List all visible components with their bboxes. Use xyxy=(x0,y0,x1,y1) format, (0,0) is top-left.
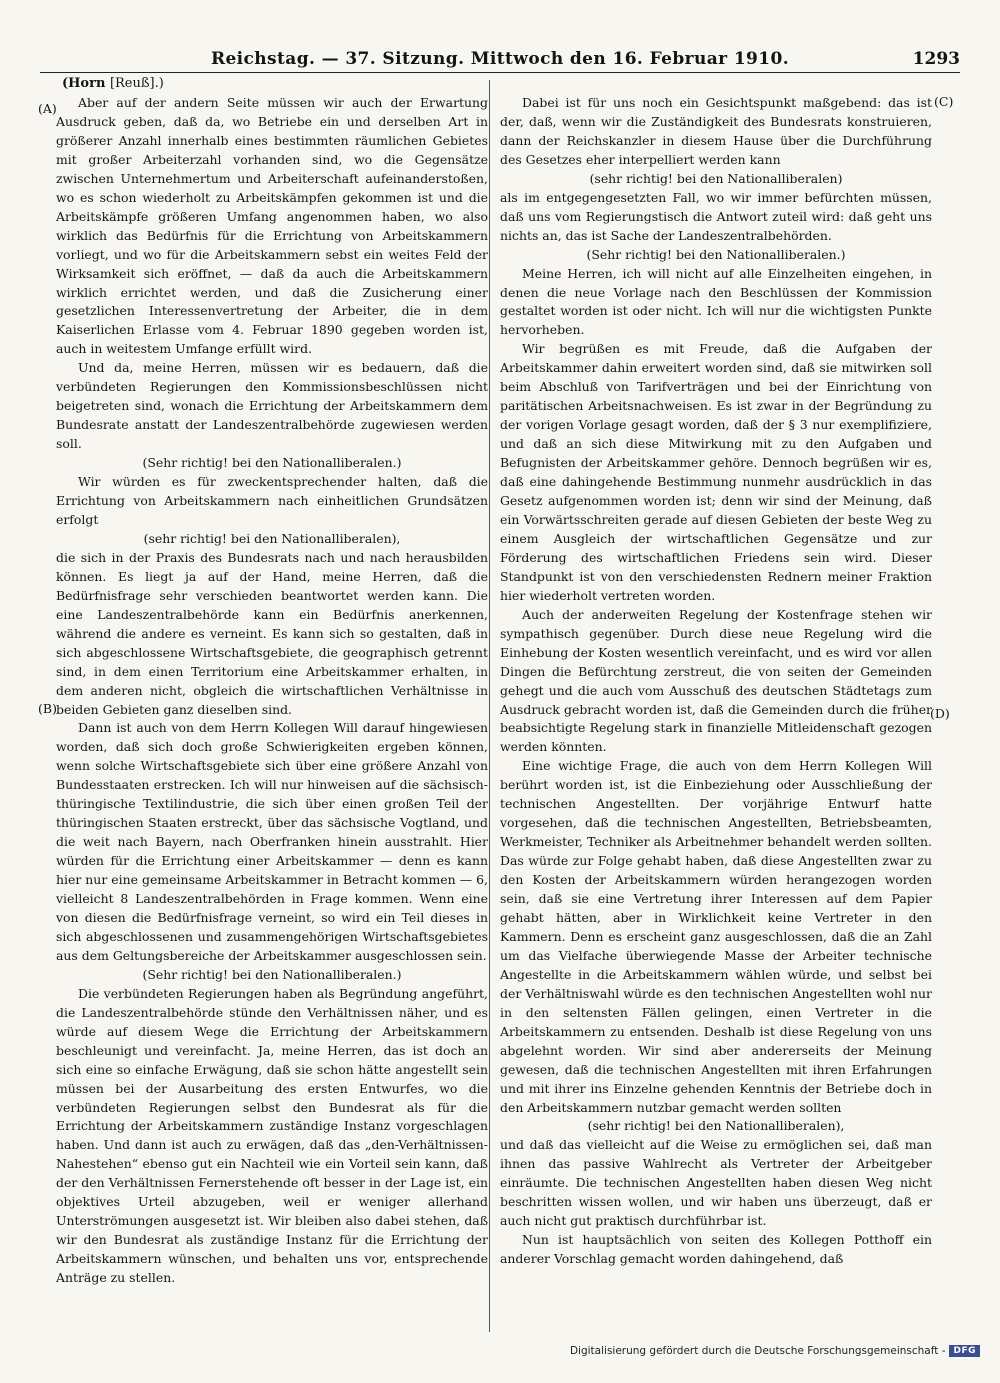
digitization-credit xyxy=(570,1345,980,1357)
paragraph: Dabei ist für uns noch ein Gesichtspunkt maßgebend: das ist der, daß, wenn wir die Zuständigkeit des Bundesrats konstruieren, dann der Reichskanzler in diesem Hause über die Durchführung des Gesetzes eher interpelliert werden kann xyxy=(500,95,932,167)
speaker-name: (Horn xyxy=(62,76,106,91)
paragraph: als im entgegengesetzten Fall, wo wir immer befürchten müssen, daß uns vom Regierungstisch die Antwort zuteil wird: daß geht uns nichts an, das ist Sache der Landeszentralbehörden. xyxy=(500,189,932,243)
margin-marker-c: (C) xyxy=(934,94,954,109)
paragraph: und daß das vielleicht auf die Weise zu ermöglichen sei, daß man ihnen das passive Wahlrecht als Vertreter der Arbeitgeber einräumte. Die technischen Angestellten haben diesen Weg nicht beschritten wissen wollen, und wir haben uns überzeugt, daß er auch nicht gut praktisch durchführbar ist. xyxy=(500,1137,932,1229)
paragraph: Meine Herren, ich will nicht auf alle Einzelheiten eingehen, in denen die neue Vorlage nach den Beschlüssen der Kommission gestaltet worden ist oder nicht. Ich will nur die wichtigsten Punkte hervorheben. xyxy=(500,265,932,338)
right-column xyxy=(500,94,932,1269)
speaker-label xyxy=(62,76,164,91)
page-number: 1293 xyxy=(912,49,960,69)
speaker-party: [Reuß].) xyxy=(109,76,164,91)
paragraph: Wir würden es für zweckentsprechender halten, daß die Errichtung von Arbeitskammern nach einheitlichen Grundsätzen erfolgt xyxy=(56,474,488,527)
interjection: (sehr richtig! bei den Nationalliberalen), xyxy=(143,530,401,546)
dfg-logo: DFG xyxy=(949,1345,980,1357)
footer-text: Digitalisierung gefördert durch die Deutsche Forschungsgemeinschaft - xyxy=(569,1345,946,1357)
paragraph: Eine wichtige Frage, die auch von dem Herrn Kollegen Will berührt worden ist, ist die Einbeziehung oder Ausschließung der technischen Angestellten. Der vorjährige Entwurf hatte vorgesehen, daß die technischen Angestellten, Betriebsbeamten, Werkmeister, Techniker als Arbeitnehmer behandelt werden sollten. Das würde zur Folge gehabt haben, daß diese Angestellten zwar zu den Kosten der Arbeitskammern würden herangezogen worden sein, daß sie eine Vertretung ihrer Interessen auf dem Papier gehabt hätten, aber in Wirklichkeit keine Vertreter in den Kammern. Denn es erscheint ganz ausgeschlossen, daß die an Zahl um das Vielfache überwiegende Masse der Arbeiter technische Angestellte in die Arbeitskammern wählen würde, und selbst bei der Verhältniswahl würde es den technischen Angestellten wohl nur in den seltensten Fällen gelingen, einen Vertreter in die Arbeitskammern zu entsenden. Deshalb ist diese Regelung von uns abgelehnt worden. Wir sind aber andererseits der Meinung gewesen, daß die technischen Angestellten mit ihren Erfahrungen und mit ihrer ins Einzelne gehenden Kenntnis der Betriebe doch in den Arbeitskammern nutzbar gemacht werden sollten xyxy=(500,758,932,1115)
header-title: Reichstag. — 37. Sitzung. Mittwoch den 16. Februar 1910. xyxy=(210,49,790,69)
page-header xyxy=(40,46,960,73)
paragraph: Und da, meine Herren, müssen wir es bedauern, daß die verbündeten Regierungen den Kommissionsbeschlüssen nicht beigetreten sind, wonach die Errichtung der Arbeitskammern dem Bundesrate anstatt der Landeszentralbehörde zugewiesen werden soll. xyxy=(56,360,488,452)
margin-marker-d: (D) xyxy=(930,706,950,721)
paragraph: Aber auf der andern Seite müssen wir auch der Erwartung Ausdruck geben, daß da, wo Betriebe ein und derselben Art in größerer Anzahl innerhalb eines bestimmten räumlichen Gebietes mit großer Arbeiterzahl vorhanden sind, wo die Gegensätze zwischen Unternehmertum und Arbeiterschaft aufeinanderstoßen, wo es schon wiederholt zu Arbeitskämpfen gekommen ist und die Arbeitskämpfe größeren Umfang angenommen haben, wo also wirklich das Bedürfnis für die Errichtung von Arbeitskammern vorliegt, und wo für die Arbeitskammern sebst ein weites Feld der Wirksamkeit sich eröffnet, — daß da auch die Arbeitskammern wirklich errichtet werden, und daß die Zusicherung einer gesetzlichen Interessenvertretung der Arbeiter, die in dem Kaiserlichen Erlasse vom 4. Februar 1890 gegeben worden ist, auch in weitestem Umfange erfüllt wird. xyxy=(56,95,488,357)
paragraph: Nun ist hauptsächlich von seiten des Kollegen Potthoff ein anderer Vorschlag gemacht worden dahingehend, daß xyxy=(500,1232,932,1267)
left-column xyxy=(56,94,488,1288)
interjection: (Sehr richtig! bei den Nationalliberalen.) xyxy=(142,966,402,982)
interjection: (sehr richtig! bei den Nationalliberalen) xyxy=(589,170,843,186)
interjection: (Sehr richtig! bei den Nationalliberalen.) xyxy=(586,246,846,262)
interjection: (Sehr richtig! bei den Nationalliberalen.) xyxy=(142,455,402,471)
paragraph: Auch der anderweiten Regelung der Kostenfrage stehen wir sympathisch gegenüber. Durch diese neue Regelung wird die Einhebung der Kosten wesentlich vereinfacht, und es wird vor allen Dingen die Befürchtung zerstreut, die von seiten der Gemeinden gehegt und die auch vom Ausschuß des deutschen Städtetags zum Ausdruck gebracht worden ist, daß die Gemeinden durch die früher beabsichtigte Regelung stark in finanzielle Mitleidenschaft gezogen werden könnten. xyxy=(500,606,932,755)
margin-marker-b: (B) xyxy=(38,701,57,716)
margin-marker-a: (A) xyxy=(38,101,57,116)
paragraph: Wir begrüßen es mit Freude, daß die Aufgaben der Arbeitskammer dahin erweitert worden sind, daß sie mitwirken soll beim Abschluß von Tarifverträgen und bei der Einrichtung von paritätischen Arbeitsnachweisen. Es ist zwar in der Begründung zu der vorigen Vorlage gesagt worden, daß der § 3 nur exemplifiziere, und daß an sich diese Mitwirkung mit zu den Aufgaben und Befugnisten der Arbeitskammer gehöre. Dennoch begrüßen wir es, daß eine dahingehende Bestimmung nunmehr ausdrücklich in das Gesetz aufgenommen worden ist; denn wir sind der Meinung, daß ein Vorwärtsschreiten gerade auf diesen Gebieten der beste Weg zu einem Ausgleich der wirtschaftlichen Gegensätze und zur Förderung des wirtschaftlichen Friedens sein wird. Dieser Standpunkt ist von den verschiedensten Rednern meiner Fraktion hier wiederholt vertreten worden. xyxy=(500,341,932,603)
interjection: (sehr richtig! bei den Nationalliberalen), xyxy=(587,1118,845,1134)
paragraph: Die verbündeten Regierungen haben als Begründung angeführt, die Landeszentralbehörde stünde den Verhältnissen näher, und es würde auf diesem Wege die Errichtung der Arbeitskammern beschleunigt und vereinfacht. Ja, meine Herren, das ist doch an sich eine so einfache Erwägung, daß sie schon hätte angestellt sein müssen bei der Ausarbeitung des ersten Entwurfes, wo die verbündeten Regierungen selbst den Bundesrat als für die Errichtung der Arbeitskammern zuständige Instanz vorgeschlagen haben. Und dann ist auch zu erwägen, daß das „den-Verhältnissen-Nahestehen“ ebenso gut ein Nachteil wie ein Vorteil sein kann, daß der den Verhältnissen Fernerstehende oft besser in der Lage ist, ein objektives Urteil abzugeben, weil er weniger allerhand Unterströmungen ausgesetzt ist. Wir bleiben also dabei stehen, daß wir den Bundesrat als zuständige Instanz für die Errichtung der Arbeitskammern wünschen, und behalten uns vor, entsprechende Anträge zu stellen. xyxy=(56,985,488,1286)
paragraph: Dann ist auch von dem Herrn Kollegen Will darauf hingewiesen worden, daß sich doch große Schwierigkeiten ergeben können, wenn solche Wirtschaftsgebiete sich über eine größere Anzahl von Bundesstaaten erstrecken. Ich will nur hinweisen auf die sächsisch-thüringische Textilindustrie, die sich über einen großen Teil der thüringischen Staaten erstreckt, über das sächsische Vogtland, und die weit nach Bayern, nach Oberfranken hinein ausstrahlt. Hier würden für die Errichtung einer Arbeitskammer — denn es kann hier nur eine gemeinsame Arbeitskammer in Betracht kommen — 6, vielleicht 8 Landeszentralbehörden in Frage kommen. Wenn eine von diesen die Bedürfnisfrage verneint, so wird ein Teil dieses in sich abgeschlossenen und zusammengehörigen Wirtschaftsgebietes aus dem Geltungsbereiche der Arbeitskammer ausgeschlossen sein. xyxy=(56,720,488,963)
column-divider xyxy=(489,80,490,1332)
paragraph: die sich in der Praxis des Bundesrats nach und nach herausbilden können. Es liegt ja auf der Hand, meine Herren, daß die Bedürfnisfrage sehr verschieden beantwortet werden kann. Die eine Landeszentralbehörde kann ein Bedürfnis anerkennen, während die andere es verneint. Es kann sich so gestalten, daß in sich abgeschlossene Wirtschaftsgebiete, die geographisch getrennt sind, in dem einen Territorium eine Arbeitskammer erhalten, in dem anderen nicht, obgleich die wirtschaftlichen Verhältnisse in beiden Gebieten ganz dieselben sind. xyxy=(56,549,488,717)
